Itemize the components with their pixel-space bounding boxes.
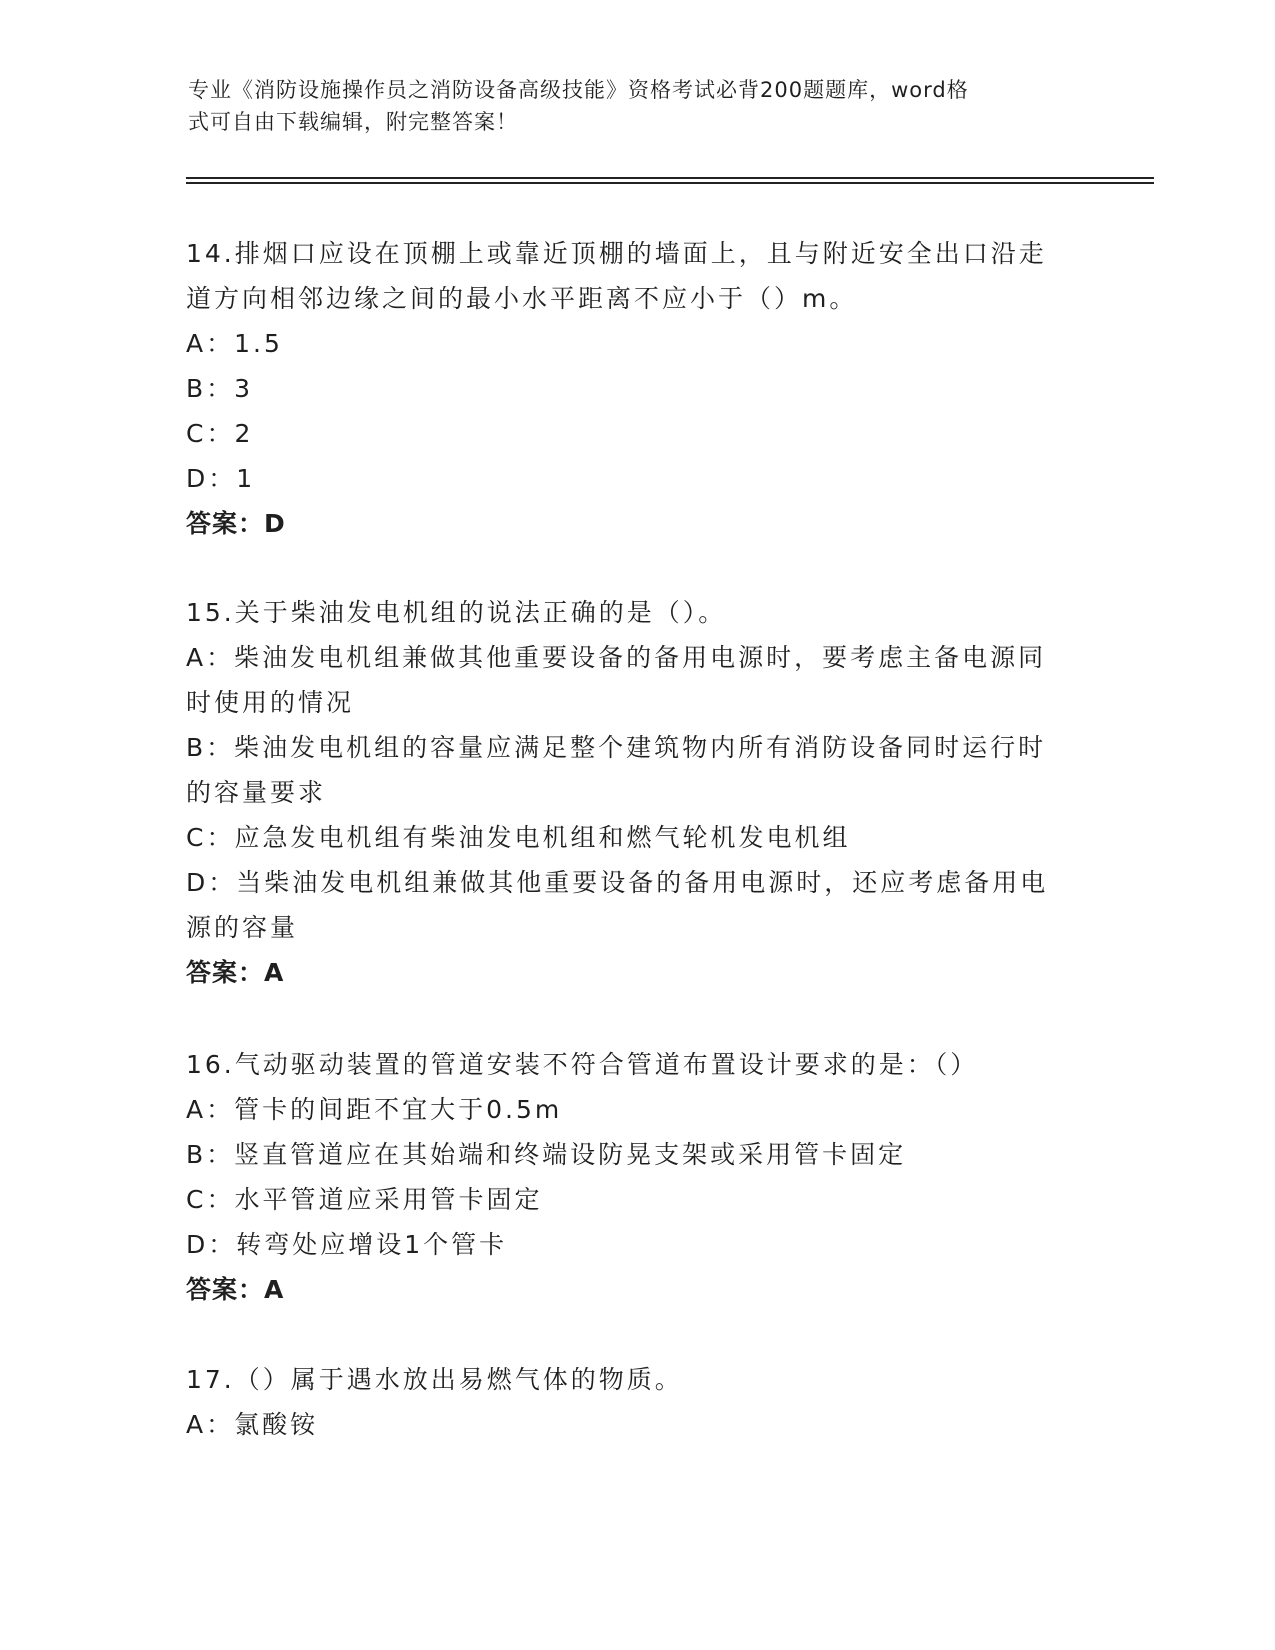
option-c: C：2 (186, 419, 254, 448)
option-a: A：管卡的间距不宜大于0.5m (186, 1095, 563, 1124)
answer: 答案：A (186, 958, 285, 987)
option-b: B：柴油发电机组的容量应满足整个建筑物内所有消防设备同时运行时 (186, 733, 1047, 762)
option-c: C：应急发电机组有柴油发电机组和燃气轮机发电机组 (186, 823, 851, 852)
question-stem: 17.（）属于遇水放出易燃气体的物质。 (186, 1365, 683, 1394)
question-stem: 14.排烟口应设在顶棚上或靠近顶棚的墙面上，且与附近安全出口沿走 (186, 239, 1047, 268)
option-a: A：柴油发电机组兼做其他重要设备的备用电源时，要考虑主备电源同 (186, 643, 1047, 672)
question-14 (186, 231, 1086, 546)
option-c: C：水平管道应采用管卡固定 (186, 1185, 543, 1214)
question-15 (186, 590, 1086, 995)
header-line: 式可自由下载编辑，附完整答案！ (188, 110, 518, 134)
option-d: D：1 (186, 464, 256, 493)
option-b-cont: 的容量要求 (186, 778, 327, 807)
header-divider (186, 177, 1154, 179)
question-16 (186, 1042, 1086, 1312)
option-a-cont: 时使用的情况 (186, 688, 355, 717)
question-stem: 15.关于柴油发电机组的说法正确的是（）。 (186, 598, 727, 627)
question-stem: 道方向相邻边缘之间的最小水平距离不应小于（）m。 (186, 284, 858, 313)
option-d: D：转弯处应增设1个管卡 (186, 1230, 508, 1259)
header-line: 专业《消防设施操作员之消防设备高级技能》资格考试必背200题题库，word格 (188, 78, 969, 102)
option-b: B：3 (186, 374, 254, 403)
option-a: A：1.5 (186, 329, 283, 358)
option-b: B：竖直管道应在其始端和终端设防晃支架或采用管卡固定 (186, 1140, 907, 1169)
option-d-cont: 源的容量 (186, 913, 299, 942)
answer: 答案：A (186, 1275, 285, 1304)
document-header (188, 74, 1068, 138)
question-17 (186, 1357, 1086, 1447)
option-d: D：当柴油发电机组兼做其他重要设备的备用电源时，还应考虑备用电 (186, 868, 1049, 897)
question-stem: 16.气动驱动装置的管道安装不符合管道布置设计要求的是：（） (186, 1050, 979, 1079)
answer: 答案：D (186, 509, 286, 538)
option-a: A：氯酸铵 (186, 1410, 319, 1439)
header-divider (186, 182, 1154, 184)
